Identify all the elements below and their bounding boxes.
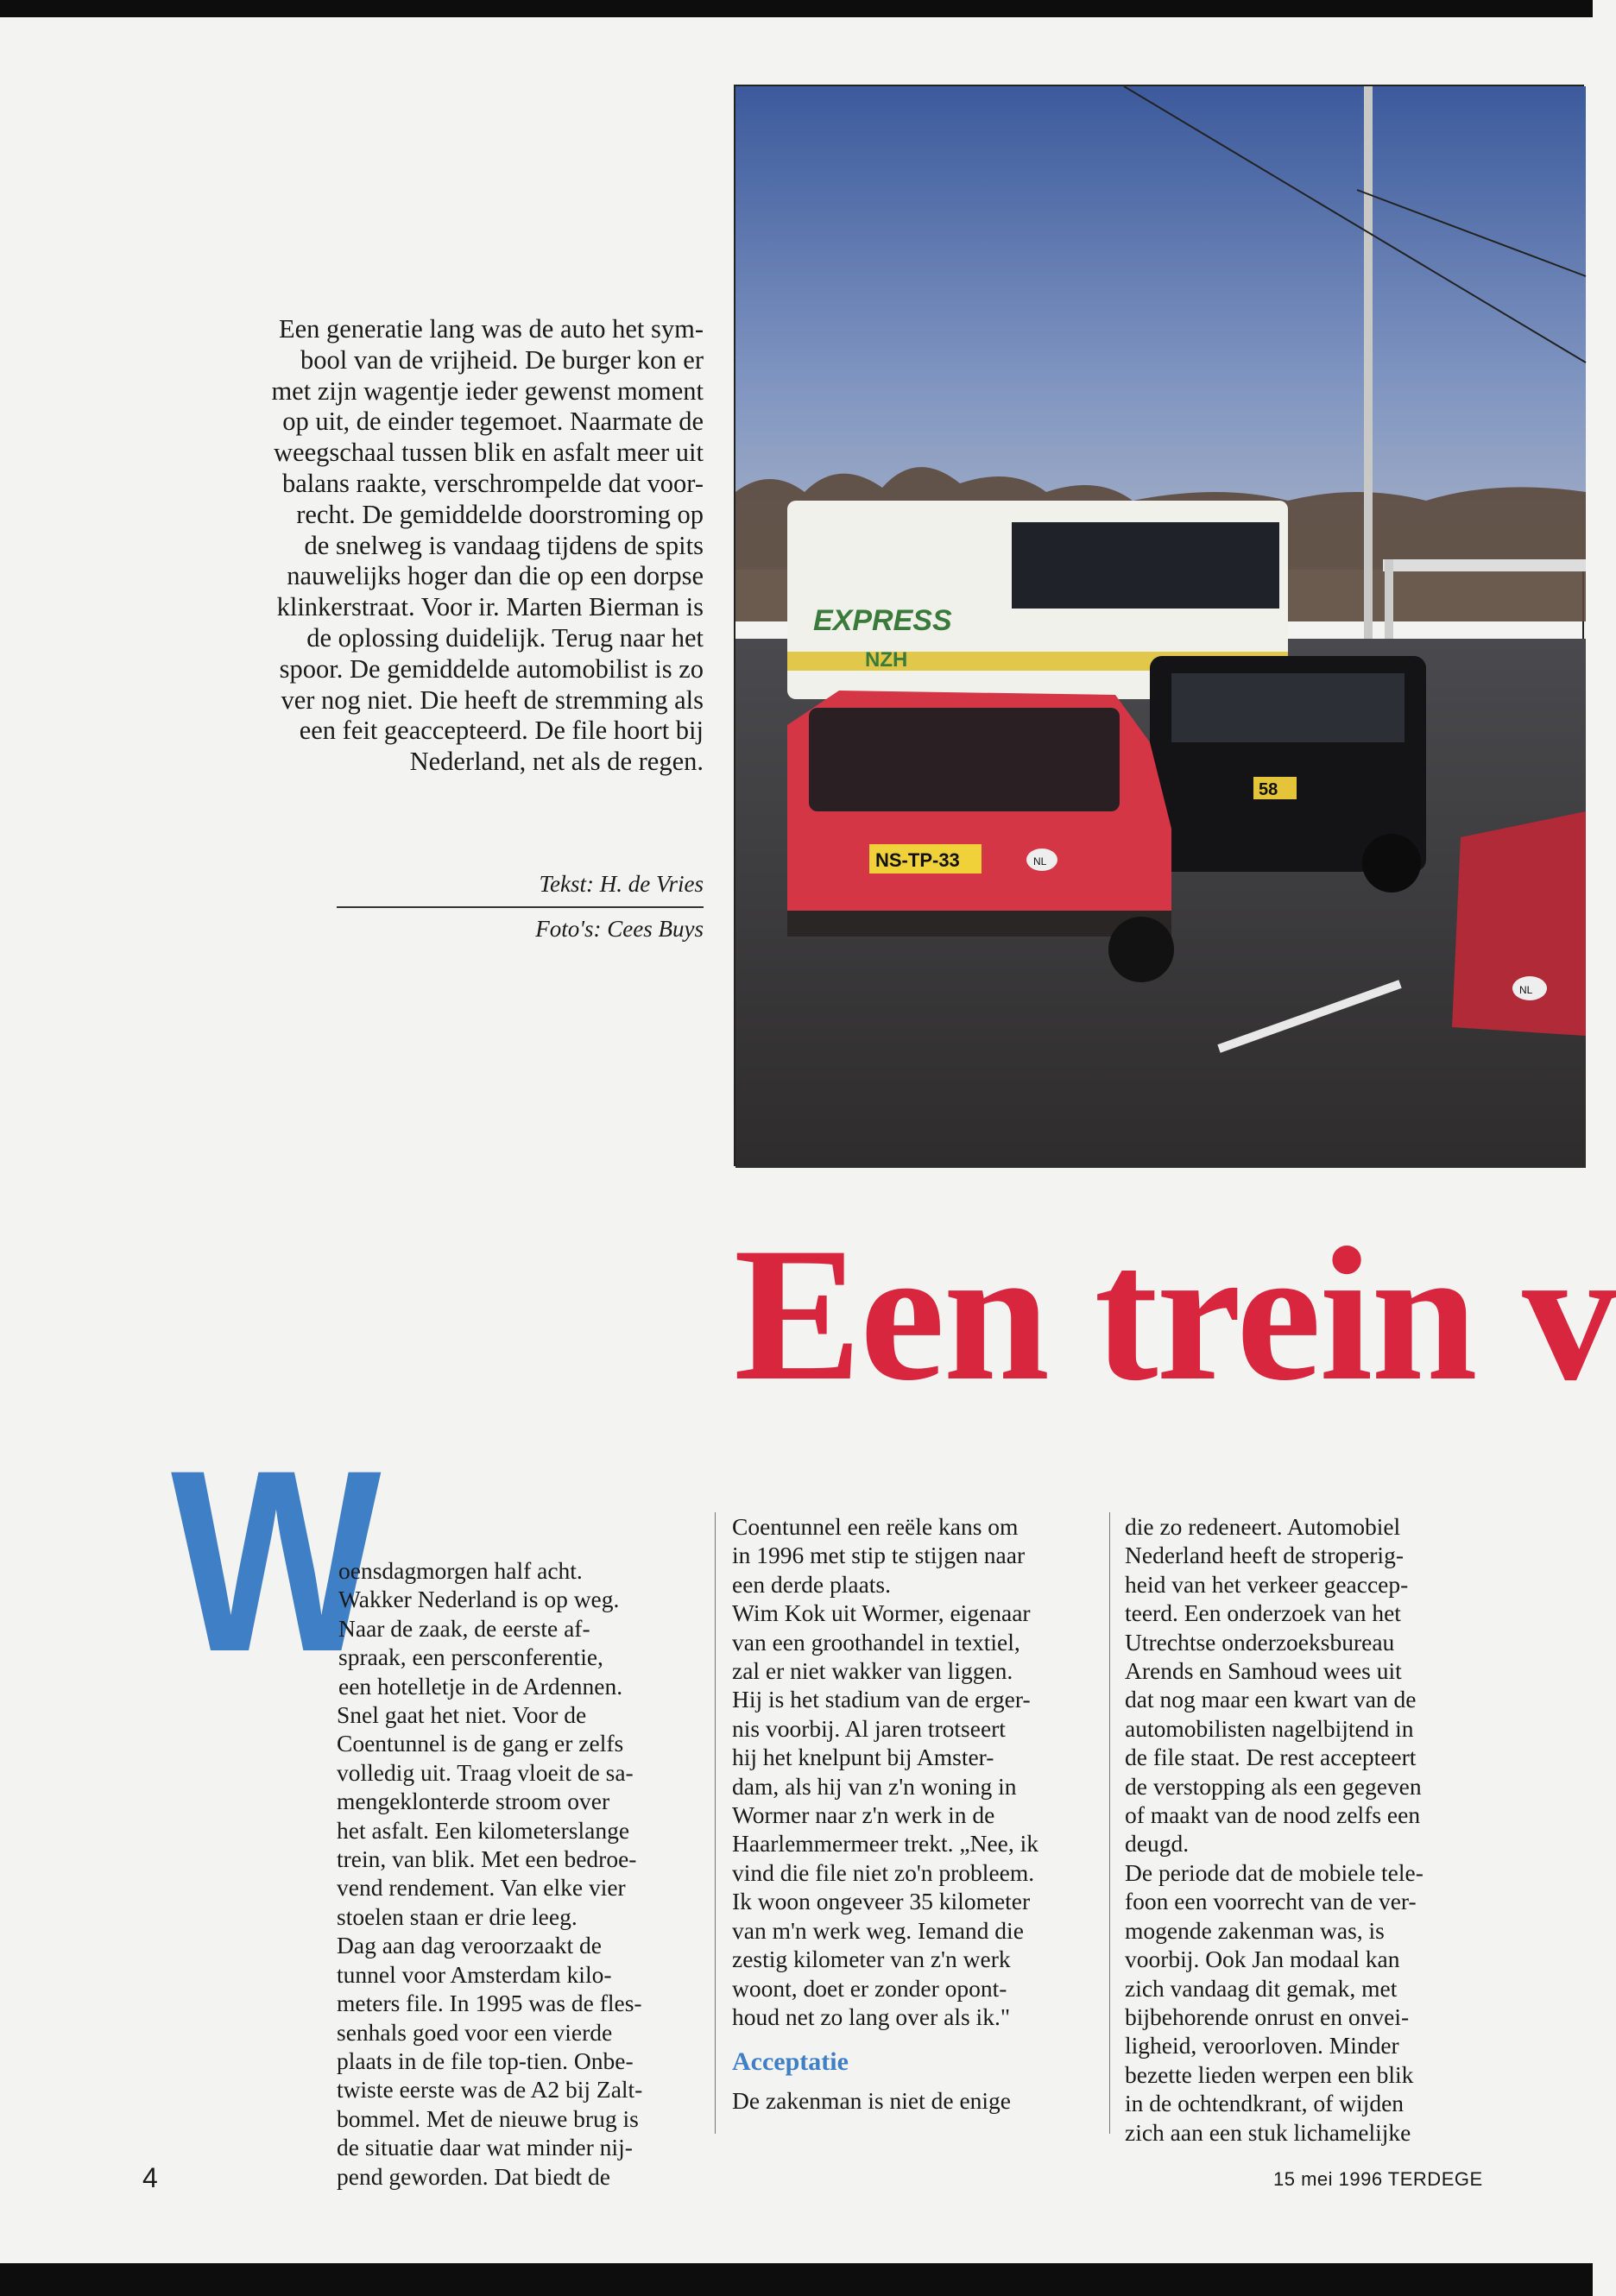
intro-line: balans raakte, verschrompelde dat voor-	[281, 468, 704, 498]
body-line: Snel gaat het niet. Voor de	[337, 1701, 587, 1729]
body-line: van een groothandel in textiel,	[732, 1628, 1020, 1656]
body-line: De zakenman is niet de enige	[732, 2087, 1011, 2115]
body-line: pend geworden. Dat biedt de	[337, 2162, 610, 2190]
column-divider	[715, 1512, 716, 2134]
column-1	[338, 1556, 701, 2191]
body-line: of maakt van de nood zelfs een	[1125, 1801, 1421, 1829]
body-line: in 1996 met stip te stijgen naar	[732, 1542, 1026, 1569]
photo-credit: Foto's: Cees Buys	[535, 916, 704, 942]
body-line: Naar de zaak, de eerste af-	[338, 1614, 590, 1642]
black-suv	[1150, 656, 1426, 893]
gantry	[1383, 559, 1586, 571]
body-line: automobilisten nagelbijtend in	[1125, 1714, 1414, 1742]
car-plate-nl: NL	[1033, 855, 1047, 867]
body-line: een hotelletje in de Ardennen.	[338, 1672, 623, 1700]
column-divider	[1109, 1512, 1110, 2134]
body-line: foon een voorrecht van de ver-	[1125, 1888, 1417, 1915]
body-line: Wormer naar z'n werk in de	[732, 1801, 995, 1829]
body-line: tunnel voor Amsterdam kilo-	[337, 1960, 612, 1988]
intro-line: bool van de vrijheid. De burger kon er	[300, 344, 704, 375]
body-line: stoelen staan er drie leeg.	[337, 1902, 578, 1930]
body-line: Coentunnel een reële kans om	[732, 1513, 1019, 1540]
body-line: twiste eerste was de A2 bij Zalt-	[337, 2076, 643, 2104]
bottom-border	[0, 2263, 1593, 2296]
intro-line: Een generatie lang was de auto het sym-	[278, 314, 704, 344]
car-plate: NS-TP-33	[875, 849, 960, 871]
body-line: Utrechtse onderzoeksbureau	[1125, 1628, 1395, 1656]
body-line: zich vandaag dit gemak, met	[1125, 1974, 1398, 2002]
drop-cap: W	[171, 1416, 382, 1706]
body-line: De periode dat de mobiele tele-	[1125, 1858, 1423, 1886]
body-line: vind die file niet zo'n probleem.	[732, 1858, 1035, 1886]
body-line: Ik woon ongeveer 35 kilometer	[732, 1888, 1031, 1915]
body-line: senhals goed voor een vierde	[337, 2018, 613, 2046]
top-border	[0, 0, 1593, 17]
intro-line: weegschaal tussen blik en asfalt meer uit	[274, 438, 704, 468]
right-car	[1452, 811, 1586, 1036]
body-line: voorbij. Ook Jan modaal kan	[1125, 1946, 1400, 1973]
subheading-acceptatie: Acceptatie	[732, 2047, 849, 2077]
body-line: Wim Kok uit Wormer, eigenaar	[732, 1599, 1031, 1627]
body-line: zestig kilometer van z'n werk	[732, 1946, 1011, 1973]
body-line: hij het knelpunt bij Amster-	[732, 1744, 994, 1771]
traffic-photo	[734, 85, 1584, 1166]
headline: Een trein v	[734, 1208, 1616, 1421]
body-line: bijbehorende onrust en onvei-	[1125, 2003, 1410, 2030]
intro-line: de snelweg is vandaag tijdens de spits	[304, 530, 704, 560]
suv-plate: 58	[1259, 780, 1278, 799]
body-line: de verstopping als een gegeven	[1125, 1772, 1422, 1800]
body-line: Dag aan dag veroorzaakt de	[337, 1932, 602, 1959]
body-line: bezette lieden werpen een blik	[1125, 2060, 1414, 2088]
intro-line: de oplossing duidelijk. Terug naar het	[306, 622, 704, 653]
body-line: die zo redeneert. Automobiel	[1125, 1513, 1401, 1540]
bus-nzh-label: NZH	[865, 648, 908, 672]
credit-divider	[337, 906, 704, 908]
credits	[337, 867, 704, 946]
body-line: woont, doet er zonder opont-	[732, 1974, 1007, 2002]
text-credit: Tekst: H. de Vries	[539, 871, 704, 897]
body-line: Haarlemmermeer trekt. „Nee, ik	[732, 1830, 1039, 1858]
body-line: het asfalt. Een kilometerslange	[337, 1816, 630, 1844]
column-3	[1125, 1512, 1487, 2147]
body-line: de situatie daar wat minder nij-	[337, 2134, 633, 2161]
body-line: een derde plaats.	[732, 1570, 892, 1598]
body-line: Arends en Samhoud wees uit	[1125, 1657, 1402, 1685]
body-line: Hij is het stadium van de erger-	[732, 1686, 1031, 1713]
body-line: Wakker Nederland is op weg.	[338, 1586, 620, 1613]
body-line: trein, van blik. Met een bedroe-	[337, 1845, 637, 1873]
body-line: mogende zakenman was, is	[1125, 1916, 1385, 1944]
body-line: van m'n werk weg. Iemand die	[732, 1916, 1024, 1944]
body-line: bommel. Met de nieuwe brug is	[337, 2104, 639, 2132]
body-line: plaats in de file top-tien. Onbe-	[337, 2047, 634, 2074]
body-line: zich aan een stuk lichamelijke	[1125, 2118, 1411, 2146]
body-line: dat nog maar een kwart van de	[1125, 1686, 1417, 1713]
body-line: zal er niet wakker van liggen.	[732, 1657, 1013, 1685]
body-line: oensdagmorgen half acht.	[338, 1557, 583, 1584]
footer-date-publication: 15 mei 1996 TERDEGE	[1273, 2168, 1483, 2190]
intro-line: spoor. De gemiddelde automobilist is zo	[279, 653, 704, 684]
body-line: de file staat. De rest accepteert	[1125, 1744, 1417, 1771]
body-line: heid van het verkeer geaccep-	[1125, 1570, 1409, 1598]
intro-text	[129, 314, 704, 778]
body-line: Coentunnel is de gang er zelfs	[337, 1730, 624, 1757]
intro-line: met zijn wagentje ieder gewenst moment	[271, 375, 704, 406]
column-2	[732, 1512, 1095, 2116]
body-line: ligheid, veroorloven. Minder	[1125, 2032, 1399, 2059]
body-line: volledig uit. Traag vloeit de sa-	[337, 1758, 634, 1786]
intro-line: klinkerstraat. Voor ir. Marten Bierman is	[276, 592, 704, 622]
intro-line: ver nog niet. Die heeft de stremming als	[281, 684, 704, 715]
intro-line: op uit, de einder tegemoet. Naarmate de	[282, 407, 704, 437]
intro-line: een feit geaccepteerd. De file hoort bij	[299, 716, 704, 746]
body-line: vend rendement. Van elke vier	[337, 1874, 626, 1902]
body-line: houd net zo lang over als ik."	[732, 2003, 1011, 2030]
body-line: dam, als hij van z'n woning in	[732, 1772, 1017, 1800]
body-line: Nederland heeft de stroperig-	[1125, 1542, 1404, 1569]
body-line: spraak, een persconferentie,	[338, 1643, 603, 1671]
body-line: deugd.	[1125, 1830, 1190, 1858]
page-number: 4	[142, 2162, 158, 2193]
body-line: teerd. Een onderzoek van het	[1125, 1599, 1401, 1627]
intro-line: recht. De gemiddelde doorstroming op	[296, 499, 704, 529]
body-line: nis voorbij. Al jaren trotseert	[732, 1714, 1006, 1742]
right-car-nl: NL	[1519, 984, 1533, 996]
body-line: meters file. In 1995 was de fles-	[337, 1990, 642, 2017]
bus-express-label: EXPRESS	[813, 604, 952, 637]
intro-line: Nederland, net als de regen.	[409, 747, 704, 777]
body-line: mengeklonterde stroom over	[337, 1788, 610, 1815]
body-line: in de ochtendkrant, of wijden	[1125, 2090, 1405, 2117]
intro-line: nauwelijks hoger dan die op een dorpse	[287, 561, 704, 591]
gantry-post	[1385, 559, 1393, 646]
lamp-pole	[1364, 86, 1373, 639]
